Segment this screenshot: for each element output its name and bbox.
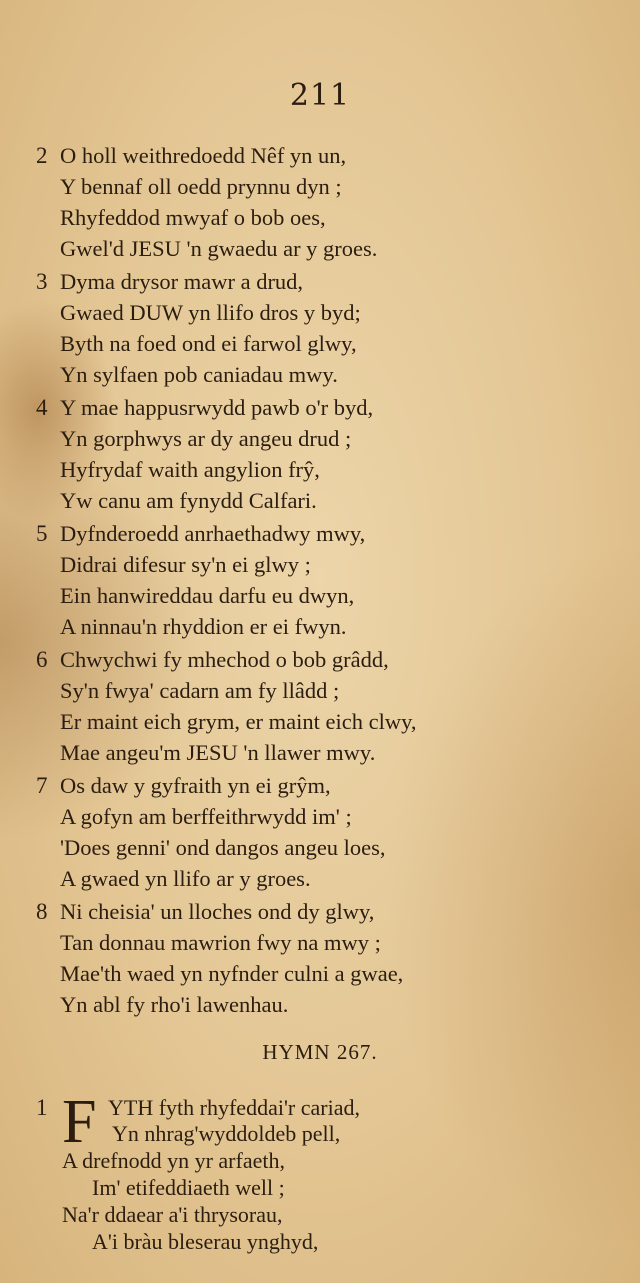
verse-line: Er maint eich grym, er maint eich clwy, [60,709,417,734]
verse-line: Gwaed DUW yn llifo dros y byd; [60,300,361,325]
verse-line: Os daw y gyfraith yn ei grŷm, [60,773,331,798]
verse-number: 5 [36,521,48,546]
verse-line: Y mae happusrwydd pawb o'r byd, [60,395,374,420]
verse-number: 6 [36,647,48,672]
verse-line: 'Does genni' ond dangos angeu loes, [60,835,386,860]
page-number: 211 [289,78,351,113]
hymn-heading: HYMN 267. [262,1040,378,1064]
verse-line: Yn abl fy rho'i lawenhau. [60,992,289,1017]
verse-number: 4 [36,395,48,420]
verse-line: Yw canu am fynydd Calfari. [60,488,317,513]
verse-line: Yn gorphwys ar dy angeu drud ; [60,426,352,451]
verse-line: Dyma drysor mawr a drud, [60,269,304,294]
verse-line: Yn nhrag'wyddoldeb pell, [112,1121,341,1146]
drop-cap: F [62,1088,97,1156]
verse-line: Ni cheisia' un lloches ond dy glwy, [60,899,375,924]
verse-line: Rhyfeddod mwyaf o bob oes, [60,205,326,230]
verse-number: 1 [36,1095,48,1120]
verse-line: Im' etifeddiaeth well ; [92,1175,285,1200]
verse-line: Yn sylfaen pob caniadau mwy. [60,362,338,387]
verse-line: Gwel'd JESU 'n gwaedu ar y groes. [60,236,378,261]
verse-line: Chwychwi fy mhechod o bob grâdd, [60,647,389,672]
verse-number: 8 [36,899,48,924]
verse-line: A gwaed yn llifo ar y groes. [60,866,311,891]
verse-line: Sy'n fwya' cadarn am fy llâdd ; [60,678,340,703]
verse-line: Mae'th waed yn nyfnder culni a gwae, [60,961,404,986]
verse-line: Ein hanwireddau darfu eu dwyn, [60,583,355,608]
verse-line: Na'r ddaear a'i thrysorau, [62,1202,283,1227]
verse-line: YTH fyth rhyfeddai'r cariad, [108,1095,360,1120]
verse-line: Mae angeu'm JESU 'n llawer mwy. [60,740,376,765]
verse-line: A gofyn am berffeithrwydd im' ; [60,804,352,829]
verse-line: A drefnodd yn yr arfaeth, [62,1148,285,1173]
verse-number: 3 [36,269,48,294]
verse-line: A'i bràu bleserau ynghyd, [92,1229,319,1254]
verse-line: Hyfrydaf waith angylion frŷ, [60,457,320,482]
verse-line: O holl weithredoedd Nêf yn un, [60,143,347,168]
verse-number: 2 [36,143,48,168]
verse-line: Y bennaf oll oedd prynnu dyn ; [60,174,342,199]
verse-line: Tan donnau mawrion fwy na mwy ; [60,930,381,955]
verse-line: Dyfnderoedd anrhaethadwy mwy, [60,521,366,546]
verse-number: 7 [36,773,48,798]
verse-line: A ninnau'n rhyddion er ei fwyn. [60,614,347,639]
verse-line: Byth na foed ond ei farwol glwy, [60,331,357,356]
verse-line: Didrai difesur sy'n ei glwy ; [60,552,311,577]
